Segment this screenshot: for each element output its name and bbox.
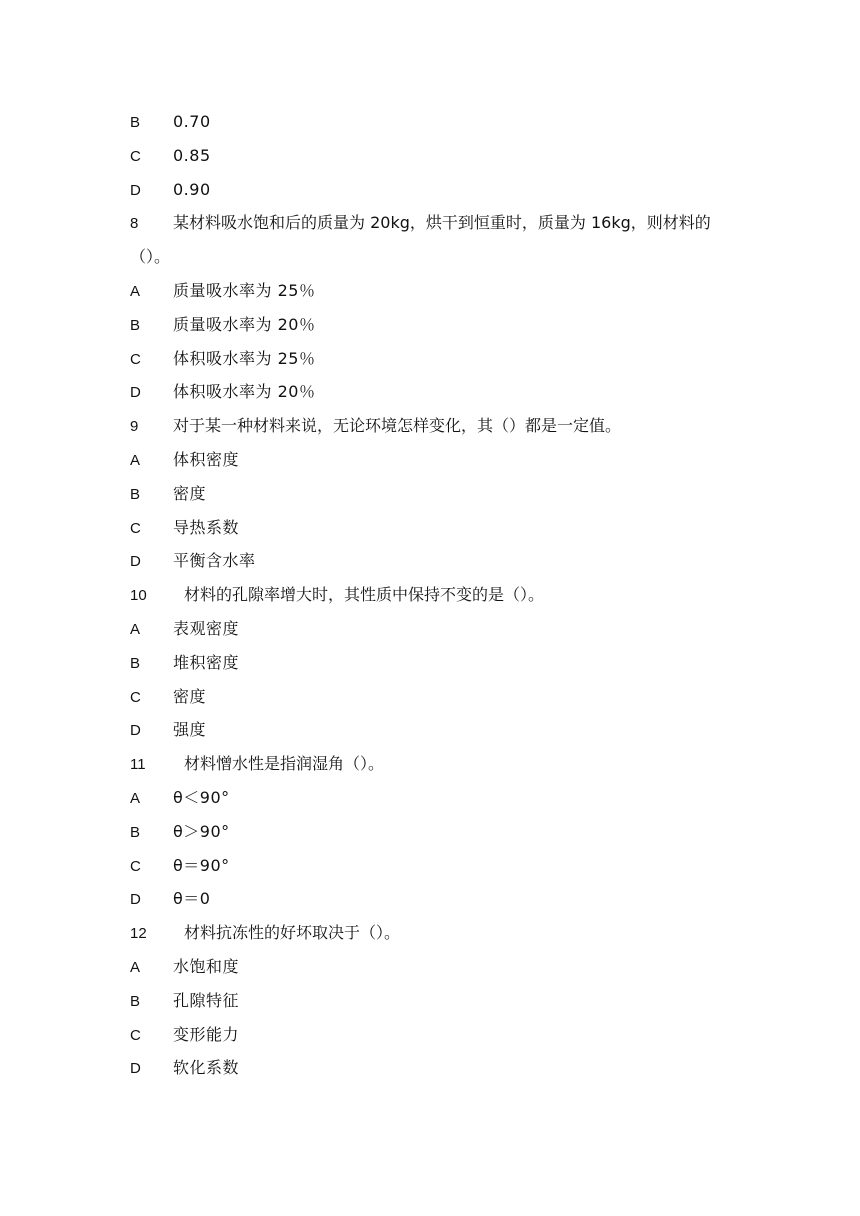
option-text: 质量吸水率为 20％ bbox=[173, 314, 316, 334]
question-text-continuation: （）。 bbox=[130, 247, 171, 267]
option-label: B bbox=[130, 654, 141, 672]
question-line bbox=[130, 750, 740, 784]
option-text: 强度 bbox=[173, 720, 207, 740]
question-text: 材料憎水性是指润湿角（）。 bbox=[184, 754, 385, 774]
option-line bbox=[130, 446, 740, 480]
option-line bbox=[130, 716, 740, 750]
option-label: A bbox=[130, 958, 141, 976]
option-text: θ＞90° bbox=[173, 821, 230, 841]
option-line bbox=[130, 378, 740, 412]
option-text: θ＜90° bbox=[173, 787, 230, 807]
question-line bbox=[130, 919, 740, 953]
option-line bbox=[130, 683, 740, 717]
question-line bbox=[130, 412, 740, 446]
option-label: C bbox=[130, 857, 141, 875]
option-label: B bbox=[130, 485, 141, 503]
question-text: 材料抗冻性的好坏取决于（）。 bbox=[184, 923, 401, 943]
option-text: 软化系数 bbox=[173, 1058, 240, 1078]
question-text: 对于某一种材料来说，无论环境怎样变化，其（）都是一定值。 bbox=[173, 416, 622, 436]
option-text: 密度 bbox=[173, 483, 207, 503]
question-text: 材料的孔隙率增大时，其性质中保持不变的是（）。 bbox=[184, 585, 545, 605]
option-text: 平衡含水率 bbox=[173, 551, 256, 571]
option-line bbox=[130, 885, 740, 919]
option-line bbox=[130, 784, 740, 818]
option-text: 变形能力 bbox=[173, 1024, 240, 1044]
option-text: 0.90 bbox=[173, 179, 211, 199]
option-line bbox=[130, 649, 740, 683]
option-line bbox=[130, 176, 740, 210]
option-label: A bbox=[130, 282, 141, 300]
option-text: 表观密度 bbox=[173, 618, 240, 638]
option-text: 体积吸水率为 25％ bbox=[173, 348, 316, 368]
option-line bbox=[130, 547, 740, 581]
option-label: B bbox=[130, 114, 141, 131]
option-text: 堆积密度 bbox=[173, 652, 240, 672]
option-text: 体积吸水率为 20％ bbox=[173, 382, 316, 402]
option-text: 导热系数 bbox=[173, 517, 240, 537]
option-label: B bbox=[130, 992, 141, 1010]
question-number: 12 bbox=[130, 925, 147, 943]
option-text: 体积密度 bbox=[173, 449, 240, 469]
option-line bbox=[130, 108, 740, 142]
question-line bbox=[130, 209, 740, 243]
question-number: 9 bbox=[130, 418, 139, 436]
option-line bbox=[130, 818, 740, 852]
option-text: 孔隙特征 bbox=[173, 990, 240, 1010]
option-text: θ＝0 bbox=[173, 889, 211, 909]
question-number: 11 bbox=[130, 756, 146, 774]
option-label: A bbox=[130, 789, 141, 807]
option-label: D bbox=[130, 722, 141, 740]
option-line bbox=[130, 852, 740, 886]
option-line bbox=[130, 615, 740, 649]
option-label: B bbox=[130, 823, 141, 841]
question-text: 某材料吸水饱和后的质量为 20kg，烘干到恒重时，质量为 16kg，则材料的 bbox=[173, 213, 711, 233]
option-line bbox=[130, 1021, 740, 1055]
option-line bbox=[130, 480, 740, 514]
option-line bbox=[130, 142, 740, 176]
option-label: C bbox=[130, 350, 141, 368]
option-line bbox=[130, 514, 740, 548]
option-text: 密度 bbox=[173, 686, 207, 706]
option-line bbox=[130, 277, 740, 311]
option-text: 质量吸水率为 25％ bbox=[173, 280, 316, 300]
option-label: C bbox=[130, 1026, 141, 1044]
option-label: C bbox=[130, 519, 141, 537]
document-content bbox=[130, 108, 740, 1088]
option-label: C bbox=[130, 147, 141, 165]
option-label: D bbox=[130, 384, 141, 402]
option-text: 0.70 bbox=[173, 112, 211, 131]
question-number: 10 bbox=[130, 587, 147, 605]
option-label: D bbox=[130, 891, 141, 909]
option-line bbox=[130, 1054, 740, 1088]
option-label: A bbox=[130, 620, 141, 638]
option-label: D bbox=[130, 553, 141, 571]
option-line bbox=[130, 953, 740, 987]
option-text: θ＝90° bbox=[173, 855, 230, 875]
question-line bbox=[130, 581, 740, 615]
option-line bbox=[130, 345, 740, 379]
option-text: 0.85 bbox=[173, 145, 211, 165]
option-label: C bbox=[130, 688, 141, 706]
option-line bbox=[130, 311, 740, 345]
question-number: 8 bbox=[130, 215, 139, 233]
option-text: 水饱和度 bbox=[173, 956, 240, 976]
option-line bbox=[130, 987, 740, 1021]
option-label: D bbox=[130, 1060, 141, 1078]
option-label: B bbox=[130, 316, 141, 334]
option-label: A bbox=[130, 451, 141, 469]
option-label: D bbox=[130, 181, 141, 199]
